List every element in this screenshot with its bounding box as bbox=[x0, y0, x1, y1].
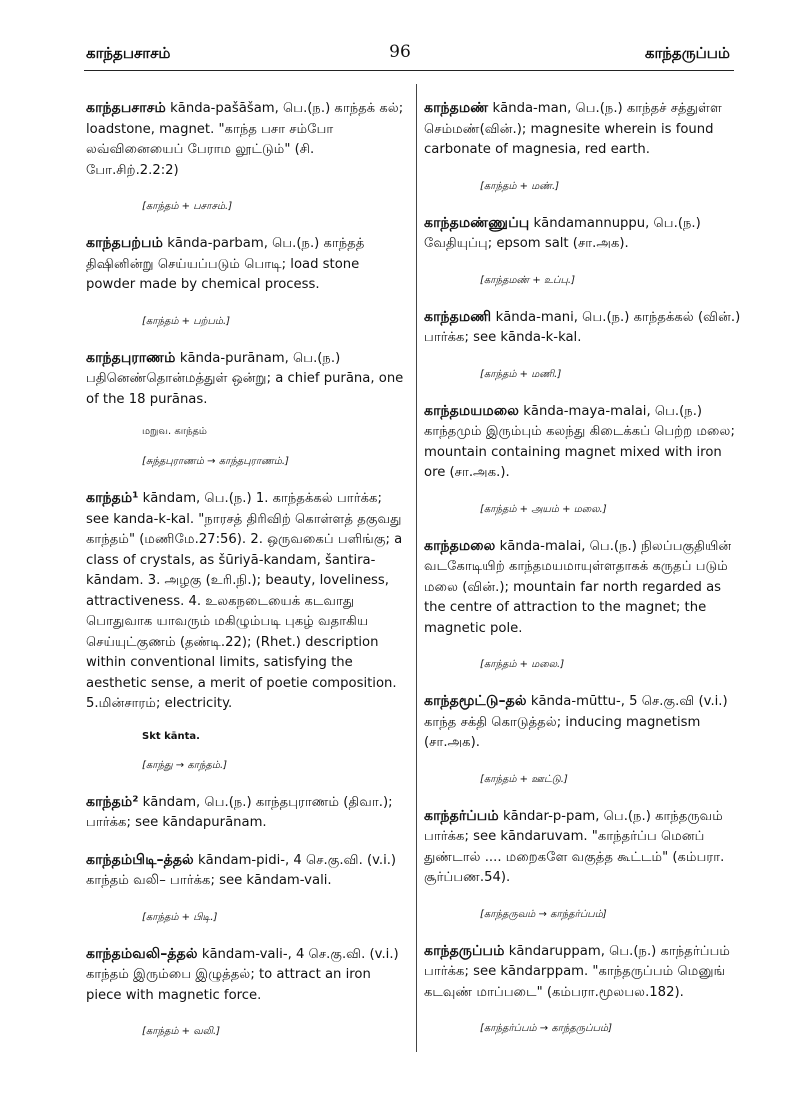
dictionary-entry bbox=[424, 213, 746, 287]
headword: காந்தர்ப்பம் bbox=[424, 807, 499, 824]
source-note: Skt kānta. bbox=[142, 730, 200, 742]
headword: காந்தமலை bbox=[424, 537, 496, 554]
page-number: 96 bbox=[389, 42, 411, 62]
dictionary-entry bbox=[424, 691, 746, 786]
headword: காந்தம்² bbox=[86, 793, 139, 810]
headword: காந்தமண்ணுப்பு bbox=[424, 214, 530, 231]
dictionary-entry bbox=[424, 401, 746, 516]
entry-definition bbox=[424, 307, 746, 349]
headword: காந்தம்வலி–த்தல் bbox=[86, 945, 198, 962]
headword: காந்தருப்பம் bbox=[424, 942, 505, 959]
definition-text: kānda-malai, பெ.(ந.) நிலப்பகுதியின் வடகோடியிற் காந்தமயமாயுள்ளதாகக் கருதப் படும் மலை (வின்.); mountain far north regarded as the centre of attraction to the magnet; the magnetic pole. bbox=[424, 538, 732, 636]
entry-definition bbox=[424, 691, 746, 754]
entry-definition bbox=[86, 348, 406, 411]
headword: காந்தமணி bbox=[424, 308, 492, 325]
dictionary-entry bbox=[424, 307, 746, 381]
definition-text: kānda-parbam, பெ.(ந.) காந்தத் திஷினின்று செய்யப்படும் பொடி; load stone powder made by chemical process. bbox=[86, 236, 365, 292]
etymology: [காந்தம் + அயம் + மலை.] bbox=[480, 503, 607, 515]
dictionary-entry bbox=[86, 233, 406, 328]
header-rule bbox=[84, 70, 734, 71]
definition-text: kāndaruppam, பெ.(ந.) காந்தர்ப்பம் பார்க்க; see kāndarppam. "காந்தருப்பம் மெனுங் கடவுண் மாப்படை" (கம்பரா.மூலபல.182). bbox=[424, 943, 730, 1000]
headword: காந்தமயமலை bbox=[424, 402, 520, 419]
entry-definition bbox=[424, 806, 746, 889]
headword: காந்தபுராணம் bbox=[86, 349, 176, 366]
headword: காந்தமண் bbox=[424, 100, 489, 116]
column-divider bbox=[416, 84, 417, 1052]
definition-text: kānda-maya-malai, பெ.(ந.) காந்தமும் இரும்பும் கலந்து கிடைக்கப் பெற்ற மலை; mountain containing magnet mixed with iron ore (சா.அக.). bbox=[424, 403, 735, 480]
etymology: [காந்தம் + வலி.] bbox=[142, 1026, 221, 1037]
headword: காந்தபசாசம் bbox=[86, 100, 166, 116]
etymology: [சுந்தபுராணம் → காந்தபுராணம்.] bbox=[142, 456, 289, 467]
dictionary-entry bbox=[86, 348, 406, 469]
synonym-note: மறுவ. காந்தம் bbox=[142, 426, 207, 437]
entry-definition bbox=[424, 98, 746, 161]
definition-text: kānda-man, பெ.(ந.) காந்தச் சத்துள்ள செம்மண்(வின்.); magnesite wherein is found carbonate of magnesia, red earth. bbox=[424, 101, 722, 157]
definition-text: kāndar-p-pam, பெ.(ந.) காந்தருவம் பார்க்க; see kāndaruvam. "காந்தர்ப்ப மெனப் துண்டால் .... மறைகளே வகுத்த கூட்டம்" (கம்பரா. சூர்ப்பண.54). bbox=[424, 808, 725, 885]
etymology: [காந்து → காந்தம்.] bbox=[142, 759, 228, 771]
entry-definition bbox=[424, 213, 746, 255]
definition-text: kāndam, பெ.(ந.) 1. காந்தக்கல் பார்க்க; see kanda-k-kal. "நாரசத் திரிவிற் கொள்ளத் தகுவது காந்தம்" (மணிமே.27:56). 2. ஒருவகைப் பளிங்கு; a class of crystals, as šūriyā-kandam, šantira-kāndam. 3. அழகு (உரி.நி.); beauty, loveliness, attractiveness. 4. உலகநடையைக் கடவாது பொதுவாக யாவரும் மகிழும்படி புகழ் வதாகிய செய்யுட்குணம் (தண்டி.22); (Rhet.) description within conventional limits, satisfying the aesthetic sense, a merit of poetie composition. 5.மின்சாரம்; electricity. bbox=[86, 491, 403, 711]
etymology: [காந்தம் + ஊட்டு.] bbox=[480, 773, 568, 785]
dictionary-entry bbox=[424, 941, 746, 1036]
running-head-left: காந்தபசாசம் bbox=[86, 44, 171, 62]
etymology: [காந்தம் + மணி.] bbox=[480, 368, 562, 380]
left-column bbox=[86, 98, 406, 1058]
definition-text: kānda-pašāšam, பெ.(ந.) காந்தக் கல்; loadstone, magnet. "காந்த பசா சம்போ லவ்வினையைப் பேராம லூட்டும்" (சி. போ.சிற்.2.2:2) bbox=[86, 101, 404, 178]
definition-text: kāndam-vali-, 4 செ.கு.வி. (v.i.) காந்தம் இரும்பை இழுத்தல்; to attract an iron piece with magnetic force. bbox=[86, 946, 399, 1003]
entry-definition bbox=[86, 850, 406, 892]
dictionary-entry bbox=[424, 536, 746, 672]
etymology: [காந்தர்ப்பம் → காந்தருப்பம்] bbox=[480, 1023, 612, 1034]
etymology: [காந்தருவம் → காந்தர்ப்பம்] bbox=[480, 908, 607, 920]
entry-definition bbox=[424, 941, 746, 1004]
dictionary-entry bbox=[86, 850, 406, 924]
dictionary-entry bbox=[424, 98, 746, 193]
etymology: [காந்தம் + மண்.] bbox=[480, 180, 560, 192]
definition-text: kāndam-pidi-, 4 செ.கு.வி. (v.i.) காந்தம் வலி– பார்க்க; see kāndam-vali. bbox=[86, 852, 397, 888]
entry-definition bbox=[86, 488, 406, 715]
etymology: [காந்தம் + பற்பம்.] bbox=[142, 315, 231, 327]
headword: காந்தம்பிடி–த்தல் bbox=[86, 851, 194, 868]
dictionary-entry bbox=[86, 98, 406, 213]
dictionary-entry bbox=[86, 792, 406, 834]
entry-definition bbox=[86, 792, 406, 834]
headword: காந்தமூட்டு–தல் bbox=[424, 693, 527, 709]
entry-definition bbox=[424, 401, 746, 484]
definition-text: kāndamannuppu, பெ.(ந.) வேதியுப்பு; epsom salt (சா.அக). bbox=[424, 215, 701, 251]
definition-text: kāndam, பெ.(ந.) காந்தபுராணம் (திவா.); பார்க்க; see kāndapurānam. bbox=[86, 794, 393, 830]
definition-text: kānda-mani, பெ.(ந.) காந்தக்கல் (வின்.) பார்க்க; see kānda-k-kal. bbox=[424, 309, 741, 345]
etymology: [காந்தம் + பசாசம்.] bbox=[142, 201, 233, 212]
definition-text: kānda-purānam, பெ.(ந.) பதினெண்தொன்மத்துள் ஒன்று; a chief purāna, one of the 18 purānas. bbox=[86, 350, 404, 407]
right-column bbox=[424, 98, 746, 1055]
entry-definition bbox=[86, 233, 406, 296]
headword: காந்தபற்பம் bbox=[86, 235, 164, 251]
etymology: [காந்தமண் + உப்பு.] bbox=[480, 274, 575, 286]
entry-definition bbox=[86, 944, 406, 1007]
definition-text: kānda-mūttu-, 5 செ.கு.வி (v.i.) காந்த சக்தி கொடுத்தல்; inducing magnetism (சா.அக). bbox=[424, 694, 728, 750]
dictionary-entry bbox=[424, 806, 746, 921]
running-head-right: காந்தருப்பம் bbox=[644, 44, 730, 62]
headword: காந்தம்¹ bbox=[86, 490, 139, 506]
entry-definition bbox=[424, 536, 746, 640]
entry-definition bbox=[86, 98, 406, 181]
etymology: [காந்தம் + பிடி.] bbox=[142, 911, 218, 923]
dictionary-entry bbox=[86, 944, 406, 1039]
dictionary-entry bbox=[86, 488, 406, 772]
etymology: [காந்தம் + மலை.] bbox=[480, 659, 565, 670]
